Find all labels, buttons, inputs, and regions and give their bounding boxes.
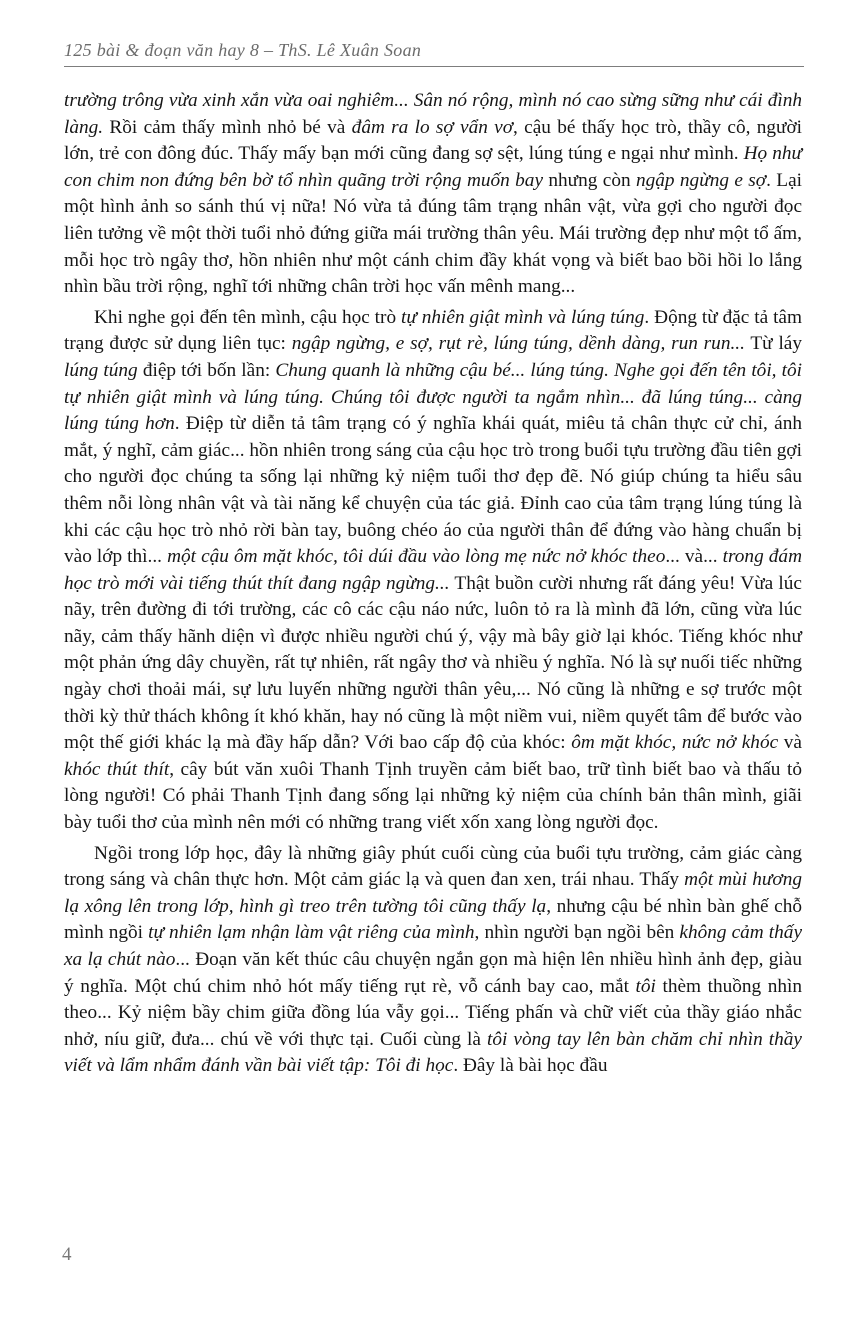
- running-title: 125 bài & đoạn văn hay 8 – ThS. Lê Xuân Soan: [64, 40, 422, 60]
- text-run: , nhìn người bạn ngồi bên: [474, 922, 680, 944]
- text-run: Rồi cảm thấy mình nhỏ bé và: [103, 116, 352, 138]
- text-run: điệp tới bốn lần:: [137, 359, 276, 381]
- text-run: Từ láy: [744, 333, 803, 355]
- text-run: và: [778, 732, 802, 754]
- text-run: ... Đoạn văn kết thúc câu chuyện ngắn gọn mà hiện lên nhiều hình ảnh đẹp, giàu ý nghĩa. Một chú chim nhỏ hót mấy tiếng rụt rè, vỗ cánh bay cao, mắt: [64, 949, 802, 997]
- text-run: . Đây là bài học đầu: [453, 1055, 608, 1077]
- text-run: ... và...: [665, 546, 723, 568]
- italic-quote: trong đám học trò mới vài tiếng thút thít đang ngập ngừng...: [64, 546, 802, 594]
- italic-quote: Chung quanh là những cậu bé... lúng túng. Nghe gọi đến tên tôi, tôi tự nhiên giật mình và lúng túng. Chúng tôi được người ta ngắm nhìn... đã lúng túng... càng lúng túng hơn: [64, 359, 802, 435]
- running-header: [64, 40, 804, 67]
- paragraph: [64, 305, 802, 837]
- italic-quote: không cảm thấy xa lạ chút nào: [64, 922, 802, 970]
- text-run: Ngồi trong lớp học, đây là những giây phút cuối cùng của buổi tựu trường, cảm giác càng trong sáng và chân thực hơn. Một cảm giác lạ và quen đan xen, trái nhau. Thấy: [64, 842, 802, 891]
- paragraph: [64, 88, 802, 301]
- italic-quote: tự nhiên lạm nhận làm vật riêng của mình: [148, 922, 475, 944]
- italic-quote: tự nhiên giật mình và lúng túng: [401, 306, 645, 328]
- italic-quote: ngập ngừng, e sợ, rụt rè, lúng túng, dềnh dàng, run run...: [291, 333, 745, 355]
- paragraph: [64, 841, 802, 1080]
- text-run: , cậu bé thấy học trò, thầy cô, người lớn, trẻ con đông đúc. Thấy mấy bạn mới cũng đang sợ sệt, lúng túng e ngại như mình.: [64, 116, 803, 165]
- text-run: , cây bút văn xuôi Thanh Tịnh truyền cảm biết bao, trữ tình biết bao và thấu tỏ lòng người! Có phải Thanh Tịnh đang sống lại những kỷ niệm của chính bản thân mình, giãi bày tuổi thơ của mình nên mới có những trang viết xốn xang lòng người đọc.: [64, 758, 802, 834]
- italic-quote: tôi: [635, 975, 656, 997]
- italic-quote: ngập ngừng e sợ: [635, 169, 767, 191]
- italic-quote: khóc thút thít: [64, 758, 170, 780]
- text-run: . Lại một hình ảnh so sánh thú vị nữa! Nó vừa tả đúng tâm trạng nhân vật, vừa gợi cho người đọc liên tưởng về một thời tuổi nhỏ đứng giữa mái trường thân yêu. Mái trường đẹp như một tổ ấm, mỗi học trò ngây thơ, hồn nhiên như một cánh chim đầy khát vọng và biết bao bồi hồi lo lắng nhìn bầu trời rộng, nghĩ tới những chân trời học vấn mênh mang...: [64, 169, 802, 298]
- body-text: [64, 88, 802, 1080]
- text-run: Khi nghe gọi đến tên mình, cậu học trò: [94, 306, 401, 328]
- text-run: nhưng còn: [543, 169, 636, 191]
- italic-quote: lúng túng: [64, 359, 138, 381]
- page-number: 4: [62, 1244, 72, 1265]
- italic-quote: trường trông vừa xinh xắn vừa oai nghiêm... Sân nó rộng, mình nó cao sừng sững như cái đình làng.: [64, 90, 802, 138]
- italic-quote: ôm mặt khóc, nức nở khóc: [571, 732, 779, 754]
- italic-quote: một mùi hương lạ xông lên trong lớp, hình gì treo trên tường tôi cũng thấy lạ: [64, 869, 803, 917]
- text-run: Thật buồn cười nhưng rất đáng yêu! Vừa lúc nãy, trên đường đi tới trường, các cô các cậu náo nức, luôn tỏ ra là mình đã lớn, cũng vừa lúc nãy, cảm thấy hãnh diện vì được nhiều người chú ý, vậy mà bây giờ lại khóc. Tiếng khóc như một phản ứng dây chuyền, rất tự nhiên, rất ngây thơ và nhiều ý nghĩa. Nó là sự nuối tiếc những ngày chơi thoải mái, sự lưu luyến những người thân yêu,... Nó cũng là những e sợ trước một thời kỳ thử thách không ít khó khăn, hay nó cũng là một niềm vui, niềm quyết tâm để bước vào một thế giới khác lạ mà đầy hấp dẫn? Với bao cấp độ của khóc:: [64, 572, 802, 754]
- text-run: . Điệp từ diễn tả tâm trạng có ý nghĩa khái quát, miêu tả chân thực cử chỉ, ánh mắt, ý nghĩ, cảm giác... hồn nhiên trong sáng của cậu học trò trong buổi tựu trường đầu tiên gợi cho người đọc chúng ta sống lại những kỷ niệm tuổi thơ đẹp đẽ. Nó giúp chúng ta hiểu sâu thêm nỗi lòng nhân vật và tài năng kể chuyện của tác giả. Đỉnh cao của tâm trạng lúng túng là khi các cậu học trò nhỏ rời bàn tay, buông chéo áo của người thân để đứng vào hàng chuẩn bị vào lớp thì...: [64, 413, 802, 568]
- text-run: . Động từ đặc tả tâm trạng được sử dụng liên tục:: [64, 306, 802, 355]
- italic-quote: Họ như con chim non đứng bên bờ tổ nhìn quãng trời rộng muốn bay: [64, 143, 803, 191]
- italic-quote: một cậu ôm mặt khóc, tôi dúi đầu vào lòng mẹ nức nở khóc theo: [167, 546, 666, 568]
- text-run: , nhưng cậu bé nhìn bàn ghế chỗ mình ngồi: [64, 895, 803, 944]
- italic-quote: đâm ra lo sợ vẩn vơ: [351, 116, 514, 138]
- text-run: thèm thuồng nhìn theo... Kỷ niệm bầy chim giữa đồng lúa vẫy gọi... Tiếng phấn và chữ viết của thầy giáo nhắc nhở, níu giữ, đưa... chú về với thực tại. Cuối cùng là: [64, 975, 802, 1050]
- italic-quote: tôi vòng tay lên bàn chăm chỉ nhìn thầy viết và lẩm nhẩm đánh vần bài viết tập: Tôi đi học: [64, 1028, 802, 1077]
